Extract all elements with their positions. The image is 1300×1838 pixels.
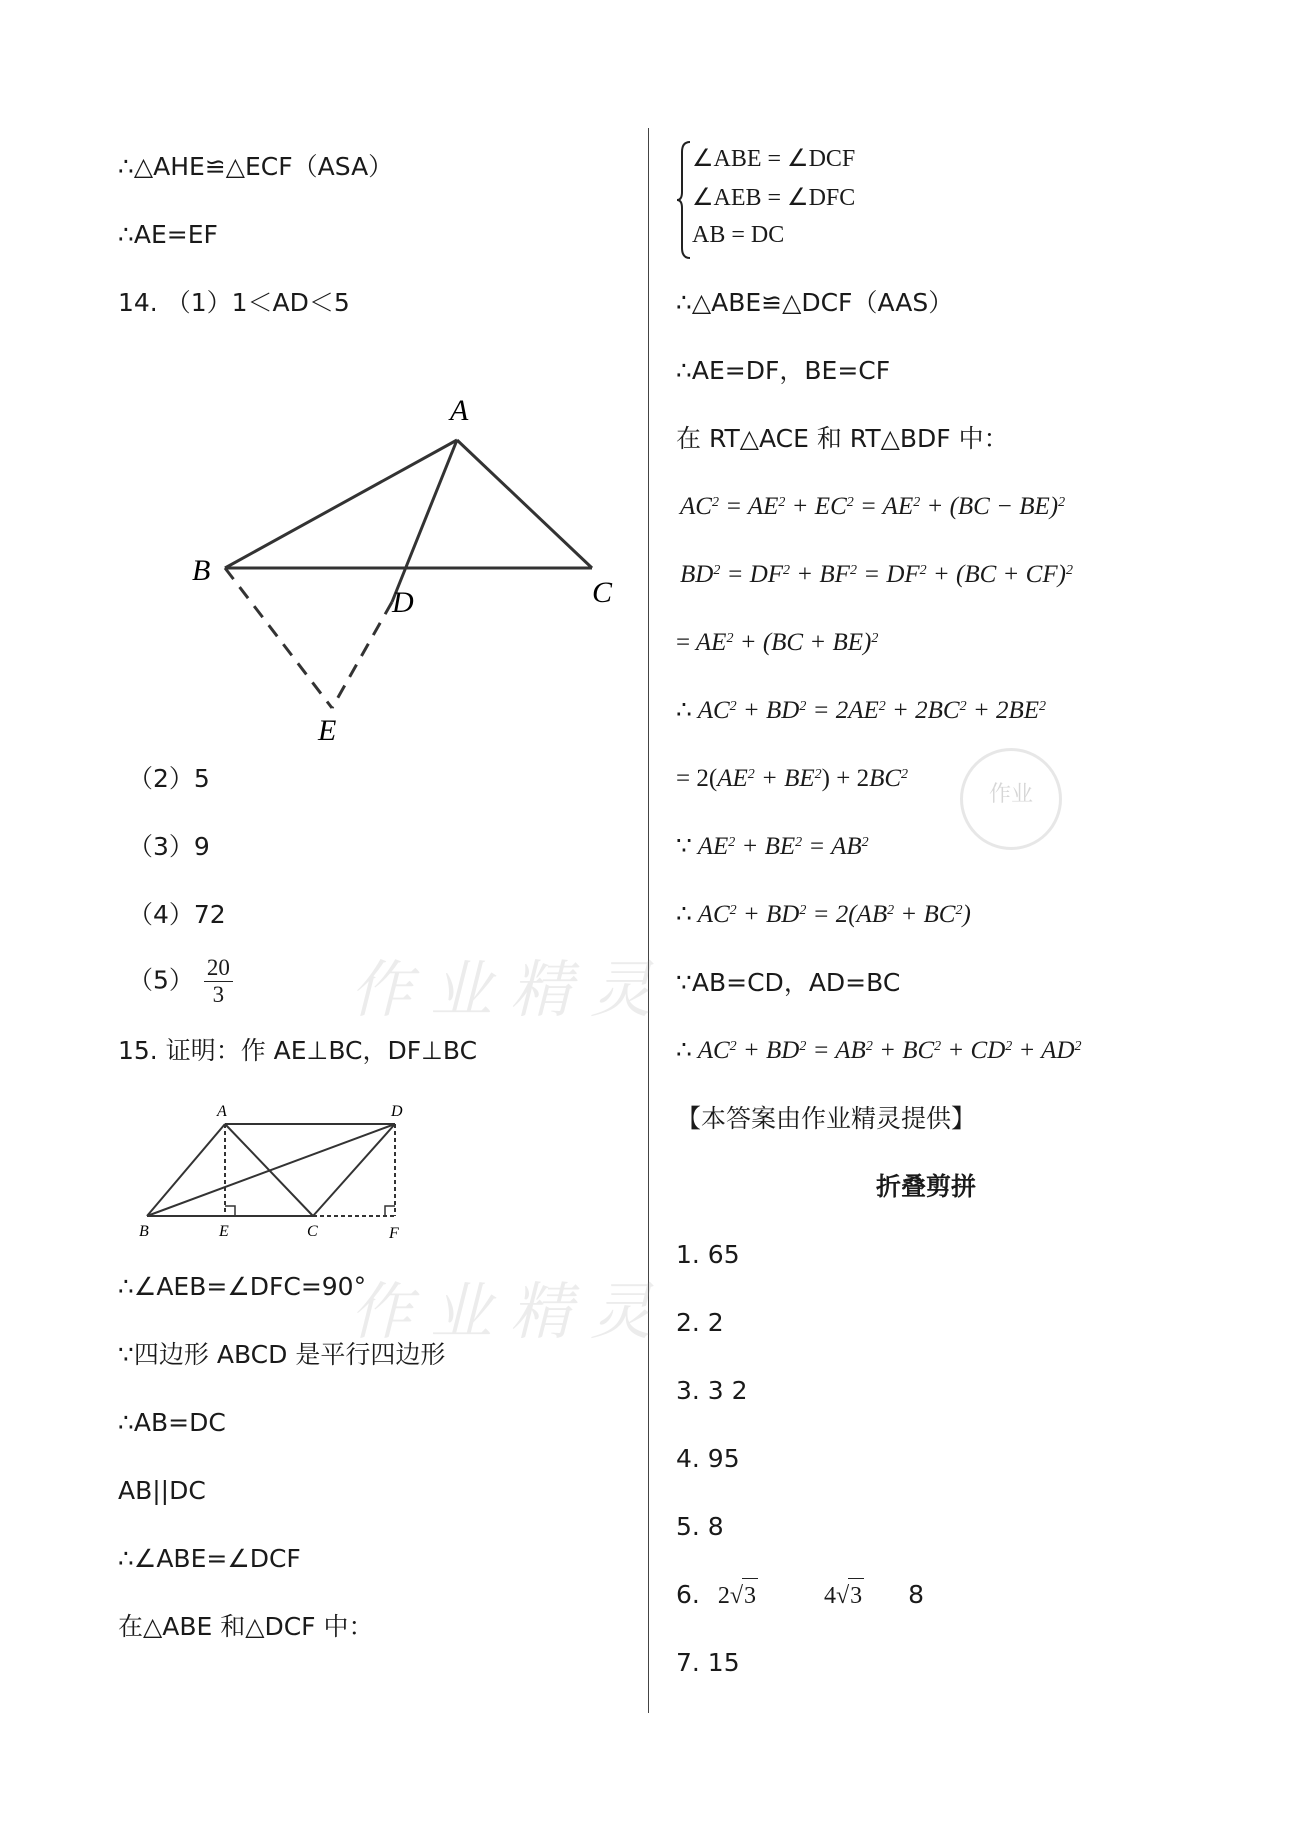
label-B: B — [192, 554, 211, 587]
proof-line-in-triangles: 在△ABE 和△DCF 中： — [118, 1612, 374, 1641]
proof-line-ab-parallel-dc: AB||DC — [118, 1476, 206, 1505]
system-line-2: ∠AEB = ∠DFC — [692, 185, 856, 211]
label-E: E — [318, 714, 337, 747]
column-divider — [648, 128, 649, 1713]
watermark: 作业精灵 — [350, 953, 671, 1026]
answer-14-5-prefix: （5） — [128, 965, 194, 995]
proof-line-in-right-triangles: 在 RT△ACE 和 RT△BDF 中： — [676, 424, 1009, 453]
fold-answer-4: 4. 95 — [676, 1444, 740, 1473]
equation-result: ∴ $AC^2 + BD^2 = 2(AB^2 + BC^2)$ — [676, 901, 971, 928]
fold-answer-7: 7. 15 — [676, 1648, 740, 1677]
system-brace — [676, 140, 692, 260]
watermark: 作业精灵 — [350, 1275, 671, 1348]
fraction-numerator: 20 — [204, 955, 233, 982]
proof-line-parallelogram: ∵四边形 ABCD 是平行四边形 — [118, 1340, 446, 1369]
fold-answer-5: 5. 8 — [676, 1512, 724, 1541]
answer-14-5 — [128, 955, 233, 1008]
fold-answer-6-tail: 8 — [908, 1580, 924, 1609]
fold-answer-6 — [676, 1578, 924, 1613]
proof-line-congruent-ahe-ecf: ∴△AHE≌△ECF（ASA） — [118, 152, 394, 181]
equation-continued: = $AE^2 + (BC + BE)^2$ — [676, 629, 879, 656]
fraction-denominator: 3 — [212, 982, 225, 1007]
sqrt-4-3: 4√3 — [824, 1583, 864, 1609]
fold-answer-6-prefix: 6. — [676, 1580, 700, 1609]
label-E: E — [219, 1223, 229, 1240]
triangle-figure-14 — [180, 390, 630, 750]
label-D: D — [391, 1103, 403, 1120]
equation-factored: = $2(AE^2 + BE^2) + 2BC^2$ — [676, 765, 909, 792]
answer-14-3: （3）9 — [128, 832, 210, 861]
label-A: A — [217, 1103, 227, 1120]
label-C: C — [307, 1223, 318, 1240]
proof-line-ae-ef: ∴AE=EF — [118, 220, 218, 249]
proof-line-congruent-abe-dcf: ∴△ABE≌△DCF（AAS） — [676, 288, 954, 317]
label-B: B — [139, 1223, 149, 1240]
proof-line-angle-abe-dcf: ∴∠ABE=∠DCF — [118, 1544, 301, 1573]
proof-line-ab-dc: ∴AB=DC — [118, 1408, 226, 1437]
stamp-text: 作业 — [989, 782, 1034, 807]
equation-sum: ∴ $AC^2 + BD^2 = 2AE^2 + 2BC^2 + 2BE^2$ — [676, 697, 1047, 724]
section-title: 折叠剪拼 — [876, 1172, 977, 1201]
answer-credit: 【本答案由作业精灵提供】 — [676, 1104, 977, 1133]
equation-pythagoras: ∵ $AE^2 + BE^2 = AB^2$ — [676, 833, 869, 860]
proof-line-ab-cd-ad-bc: ∵AB=CD，AD=BC — [676, 968, 901, 997]
label-C: C — [592, 576, 613, 609]
answer-14-2: （2）5 — [128, 764, 210, 793]
fold-answer-1: 1. 65 — [676, 1240, 740, 1269]
system-line-1: ∠ABE = ∠DCF — [692, 146, 856, 172]
stamp-seal — [960, 748, 1062, 850]
equation-final: ∴ $AC^2 + BD^2 = AB^2 + BC^2 + CD^2 + AD^2$ — [676, 1037, 1082, 1064]
label-F: F — [389, 1225, 399, 1242]
parallelogram-figure-15 — [135, 1098, 445, 1248]
proof-line-ae-df-be-cf: ∴AE=DF，BE=CF — [676, 356, 891, 385]
proof-line-right-angles: ∴∠AEB=∠DFC=90° — [118, 1272, 367, 1301]
equation-ac-squared: $AC^2 = AE^2 + EC^2 = AE^2 + (BC - BE)^2$ — [680, 493, 1066, 520]
fold-answer-3: 3. 3 2 — [676, 1376, 748, 1405]
equation-bd-squared: $BD^2 = DF^2 + BF^2 = DF^2 + (BC + CF)^2$ — [680, 561, 1073, 588]
fraction-20-3 — [204, 955, 233, 1008]
label-A: A — [450, 394, 469, 427]
system-line-3: AB = DC — [692, 222, 785, 248]
sqrt-2-3: 2√3 — [718, 1583, 758, 1609]
label-D: D — [392, 586, 414, 619]
answer-14-1: 14. （1）1＜AD＜5 — [118, 288, 350, 317]
problem-15-statement: 15. 证明：作 AE⊥BC，DF⊥BC — [118, 1036, 478, 1065]
fold-answer-2: 2. 2 — [676, 1308, 724, 1337]
answer-14-4: （4）72 — [128, 900, 226, 929]
